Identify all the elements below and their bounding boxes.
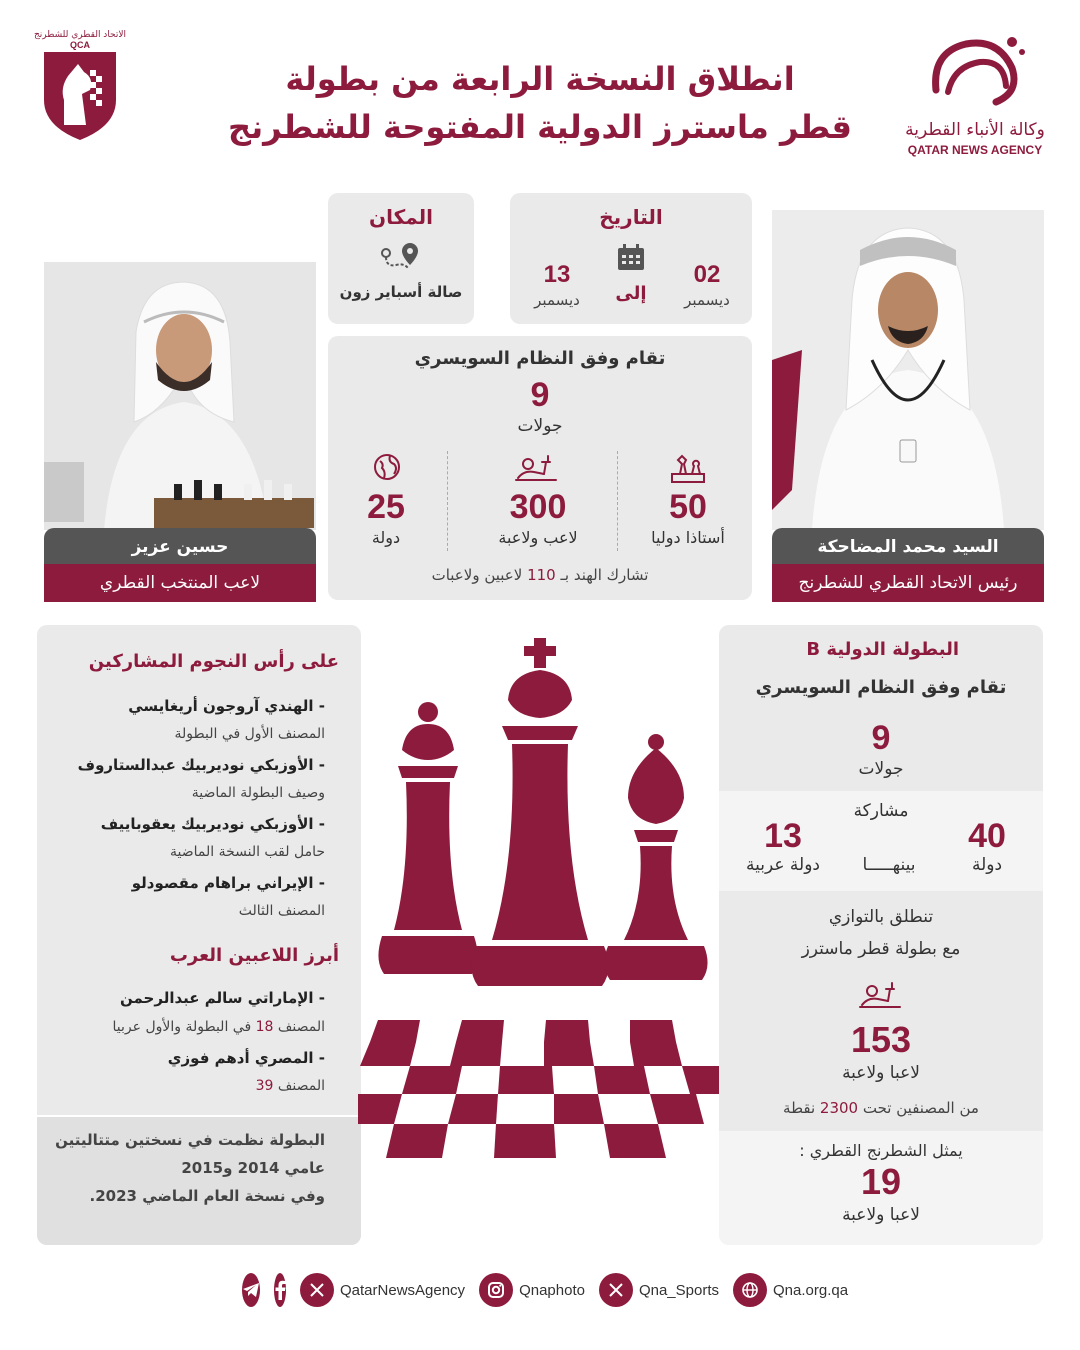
instagram-handle-link[interactable] <box>479 1273 585 1307</box>
president-role-bar: رئيس الاتحاد القطري للشطرنج <box>772 564 1044 602</box>
x-icon <box>599 1273 633 1307</box>
date-from-day: 02 <box>693 261 721 288</box>
india-note-number: 110 <box>527 566 556 584</box>
stat-divider <box>447 451 448 551</box>
rounds-label: جولات <box>517 416 563 436</box>
venue-value: صالة أسباير زون <box>339 283 463 301</box>
instagram-handle: Qnaphoto <box>519 1281 585 1299</box>
x-icon <box>300 1273 334 1307</box>
footer <box>242 1272 849 1308</box>
arab-desc-number: 18 <box>255 1019 274 1035</box>
venue-card-title: المكان <box>369 205 433 229</box>
qna-logo-arabic: وكالة الأنباء القطرية <box>905 120 1045 140</box>
president-photo <box>772 210 1044 530</box>
b-rounds-label: جولات <box>858 759 904 779</box>
participation-title: مشاركة <box>853 801 909 821</box>
among-label: بينهـــــا <box>862 855 916 875</box>
globe-icon <box>372 452 402 482</box>
calendar-icon <box>616 243 646 271</box>
star-desc: المصنف الثالث <box>238 903 325 919</box>
player-photo-illustration <box>44 262 316 530</box>
title-line-2: قطر ماسترز الدولية المفتوحة للشطرنج <box>228 108 852 146</box>
qca-logo-english: QCA <box>70 40 90 50</box>
star-desc: وصيف البطولة الماضية <box>191 785 325 801</box>
globe-icon <box>733 1273 767 1307</box>
date-to-word: إلى <box>615 283 647 304</box>
b-participation-section <box>719 791 1043 891</box>
checkerboard <box>358 1020 720 1158</box>
arabs-title: أبرز اللاعبين العرب <box>169 945 339 966</box>
x-sports-handle: Qna_Sports <box>638 1281 719 1299</box>
date-to-day: 13 <box>543 261 571 288</box>
website-handle: Qna.org.qa <box>773 1281 849 1299</box>
arab-desc <box>45 1078 325 1094</box>
king-piece-icon <box>471 638 608 986</box>
star-desc: المصنف الأول في البطولة <box>174 726 325 742</box>
date-to-month: ديسمبر <box>534 291 580 309</box>
b-players-number: 153 <box>850 1019 912 1060</box>
stat-value: 50 <box>669 488 707 526</box>
bishop-piece-icon <box>604 734 707 980</box>
star-name: - الإيراني براهام مقصودلو <box>131 874 325 892</box>
location-route-icon <box>380 241 422 271</box>
x-sports-handle-link[interactable] <box>599 1273 719 1307</box>
date-card-title: التاريخ <box>599 205 663 229</box>
qatar-label: لاعبا ولاعبة <box>842 1205 920 1225</box>
arab-desc-prefix: المصنف <box>277 1019 325 1035</box>
parallel-line-2: مع بطولة قطر ماسترز <box>801 939 961 959</box>
stars-card <box>37 625 361 1245</box>
history-section <box>37 1115 361 1245</box>
arab-name: - المصري أدهم فوزي <box>167 1049 325 1067</box>
star-name: - الأوزبكي نوديربيك عبدالستاروف <box>77 756 325 774</box>
system-card <box>328 336 752 600</box>
history-line: البطولة نظمت في نسختين متتاليتين <box>55 1131 325 1149</box>
b-players-label: لاعبا ولاعبة <box>842 1063 920 1083</box>
queen-piece-icon <box>378 702 477 974</box>
stars-title: على رأس النجوم المشاركين <box>88 651 339 672</box>
india-note-suffix: لاعبين ولاعبات <box>431 566 523 584</box>
chess-illustration <box>358 630 722 1170</box>
history-line: وفي نسخة العام الماضي 2023. <box>89 1187 325 1205</box>
rounds-number: 9 <box>530 376 550 414</box>
page-title <box>190 60 890 146</box>
countries-number: 40 <box>968 817 1006 855</box>
arab-name: - الإماراتي سالم عبدالرحمن <box>120 989 325 1007</box>
qna-emblem-icon <box>928 30 1028 110</box>
title-line-1: انطلاق النسخة الرابعة من بطولة <box>285 60 795 98</box>
qca-logo <box>34 30 126 142</box>
instagram-icon <box>479 1273 513 1307</box>
stat-value: 25 <box>367 488 405 526</box>
rating-number: 2300 <box>819 1099 859 1117</box>
star-name: - الهندي آروجون أريغايسي <box>128 697 325 715</box>
qna-logo-english: QATAR NEWS AGENCY <box>907 143 1043 157</box>
rating-suffix: نقطة <box>783 1099 816 1117</box>
b-system: تقام وفق النظام السويسري <box>755 677 1007 698</box>
player-icon <box>858 979 904 1011</box>
stat-label: دولة <box>371 528 401 547</box>
chess-pieces-icon <box>668 452 708 484</box>
stat-label: أستاذا دوليا <box>651 528 725 547</box>
parallel-line-1: تنطلق بالتوازي <box>828 907 934 927</box>
website-link[interactable] <box>733 1273 848 1307</box>
venue-card <box>328 193 474 324</box>
date-from-month: ديسمبر <box>684 291 730 309</box>
stat-divider <box>617 451 618 551</box>
stat-label: لاعب ولاعبة <box>498 528 578 547</box>
b-title: البطولة الدولية B <box>806 639 959 660</box>
player-icon <box>514 452 560 484</box>
india-note <box>328 566 752 584</box>
player-photo <box>44 262 316 530</box>
history-line: عامي 2014 و2015 <box>181 1159 325 1177</box>
stat-value: 300 <box>509 488 567 526</box>
qatar-section <box>719 1131 1043 1245</box>
telegram-icon[interactable] <box>242 1273 260 1307</box>
x-handle: QatarNewsAgency <box>340 1281 466 1299</box>
qna-logo <box>900 30 1050 160</box>
facebook-icon[interactable] <box>274 1273 286 1307</box>
arab-desc-prefix: المصنف <box>277 1078 325 1094</box>
star-desc: حامل لقب النسخة الماضية <box>169 844 325 860</box>
b-rounds-number: 9 <box>871 719 891 757</box>
rating-prefix: من المصنفين تحت <box>862 1099 979 1117</box>
qca-logo-arabic: الاتحاد القطري للشطرنج <box>33 30 127 40</box>
x-handle-link[interactable] <box>300 1273 465 1307</box>
star-name: - الأوزبكي نوديربيك يعقوباييف <box>100 815 325 833</box>
countries-label: دولة <box>971 855 1003 875</box>
b-tournament-card <box>719 625 1043 1245</box>
qatar-number: 19 <box>860 1161 902 1202</box>
arab-countries-number: 13 <box>764 817 802 855</box>
qatar-title: يمثل الشطرنج القطري : <box>799 1141 963 1160</box>
system-title: تقام وفق النظام السويسري <box>414 348 666 369</box>
date-card <box>510 193 752 324</box>
arab-desc-number: 39 <box>255 1078 274 1094</box>
player-role-bar: لاعب المنتخب القطري <box>44 564 316 602</box>
arab-desc-suffix: في البطولة والأول عربيا <box>112 1019 252 1035</box>
president-name-bar: السيد محمد المضاحكة <box>772 528 1044 566</box>
arab-countries-label: دولة عربية <box>746 855 820 875</box>
rating-note <box>719 1099 1043 1117</box>
president-photo-illustration <box>772 210 1044 530</box>
arab-desc <box>45 1019 325 1035</box>
player-name-bar: حسين عزيز <box>44 528 316 566</box>
india-note-prefix: تشارك الهند بـ <box>560 566 649 584</box>
